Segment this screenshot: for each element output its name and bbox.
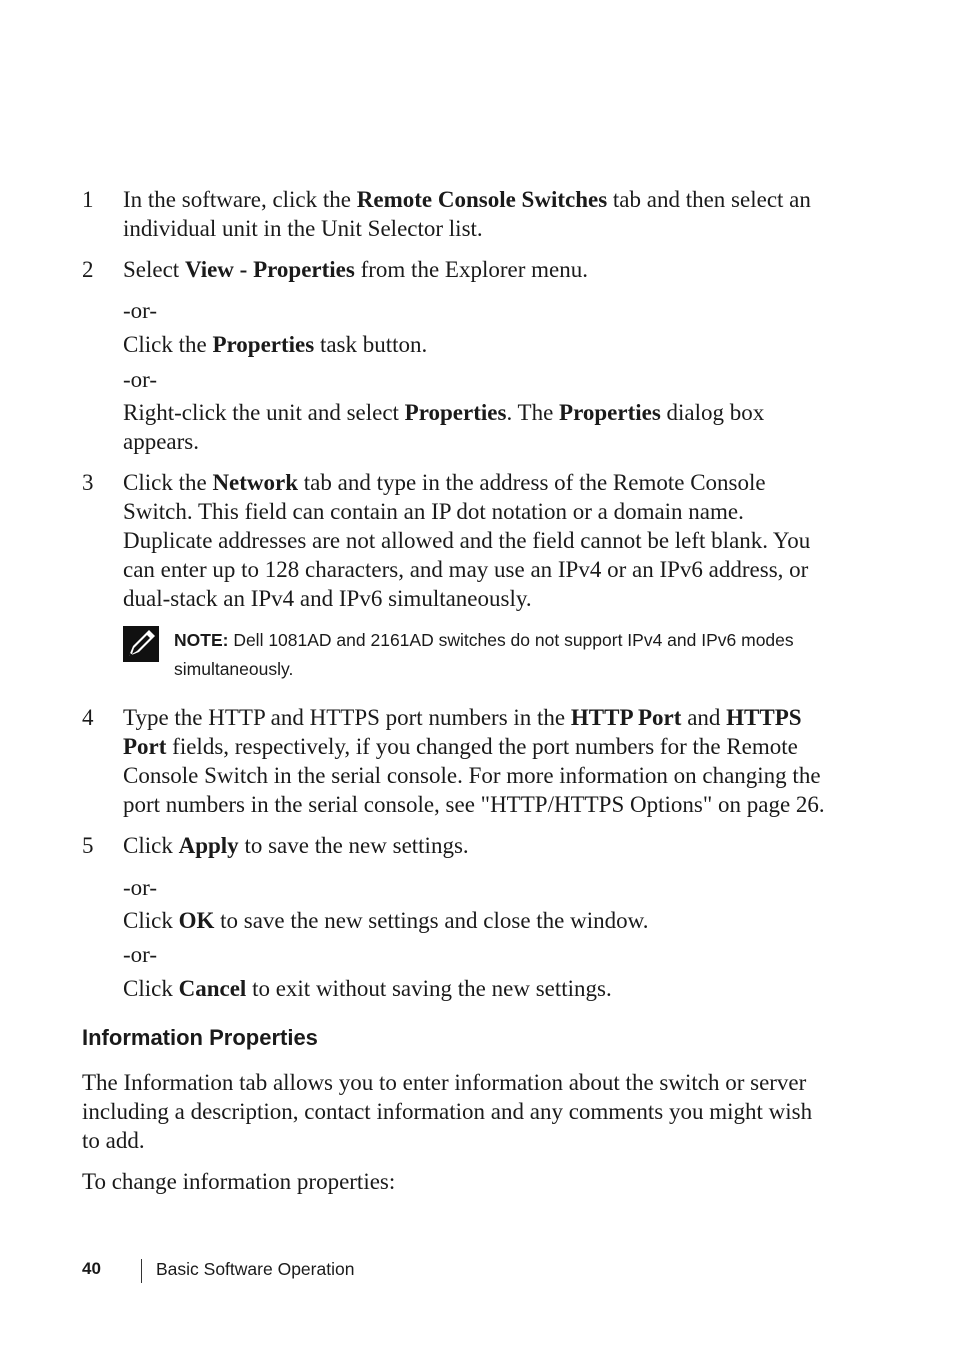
step-2-alt-1: Click the Properties task button. [123,332,428,357]
page-number: 40 [82,1259,101,1278]
step-1-text [123,185,853,243]
or-separator: -or- [123,298,158,323]
step-3-text: Click the Network tab and type in the address of the Remote Console Switch. This field can contain an IP dot notation or a domain name. Duplicate addresses are not allowed and the field cannot be left blank. You can enter up to 128 characters, and may use an IPv4 or an IPv6 address, or dual-stack an IPv4 and IPv6 simultaneously. [123,470,811,611]
section-heading: Information Properties [82,1025,318,1050]
step-1-line-2: individual unit in the Unit Selector list. [123,216,483,241]
footer-title: Basic Software Operation [156,1259,355,1279]
step-number: 4 [82,705,94,730]
step-5-alt-1: Click OK to save the new settings and close the window. [123,908,649,933]
or-separator: -or- [123,942,158,967]
step-number: 2 [82,257,94,282]
step-number: 3 [82,470,94,495]
step-2-main: Select View - Properties from the Explorer menu. [123,257,588,282]
note-label: NOTE: [174,630,229,650]
pencil-note-icon [123,626,159,662]
step-1-line-1: In the software, click the Remote Console Switches tab and then select an [123,187,811,212]
section-paragraph: The Information tab allows you to enter information about the switch or server including a description, contact information and any comments you might wish to add. [82,1070,813,1153]
note-text: NOTE: Dell 1081AD and 2161AD switches do not support IPv4 and IPv6 modes simultaneously. [174,630,794,679]
step-2-alt-2: Right-click the unit and select Properties. The Properties dialog box appears. [123,400,765,454]
step-number: 5 [82,833,94,858]
or-separator: -or- [123,367,158,392]
step-number: 1 [82,187,94,212]
section-paragraph-2: To change information properties: [82,1169,396,1194]
step-5-main: Click Apply to save the new settings. [123,833,469,858]
or-separator: -or- [123,875,158,900]
step-4-text: Type the HTTP and HTTPS port numbers in the HTTP Port and HTTPS Port fields, respectively, if you changed the port numbers for the Remote Console Switch in the serial console. For more information on changing the port numbers in the serial console, see "HTTP/HTTPS Options" on page 26. [123,705,825,817]
step-5-alt-2: Click Cancel to exit without saving the new settings. [123,976,612,1001]
footer-divider [141,1259,142,1283]
